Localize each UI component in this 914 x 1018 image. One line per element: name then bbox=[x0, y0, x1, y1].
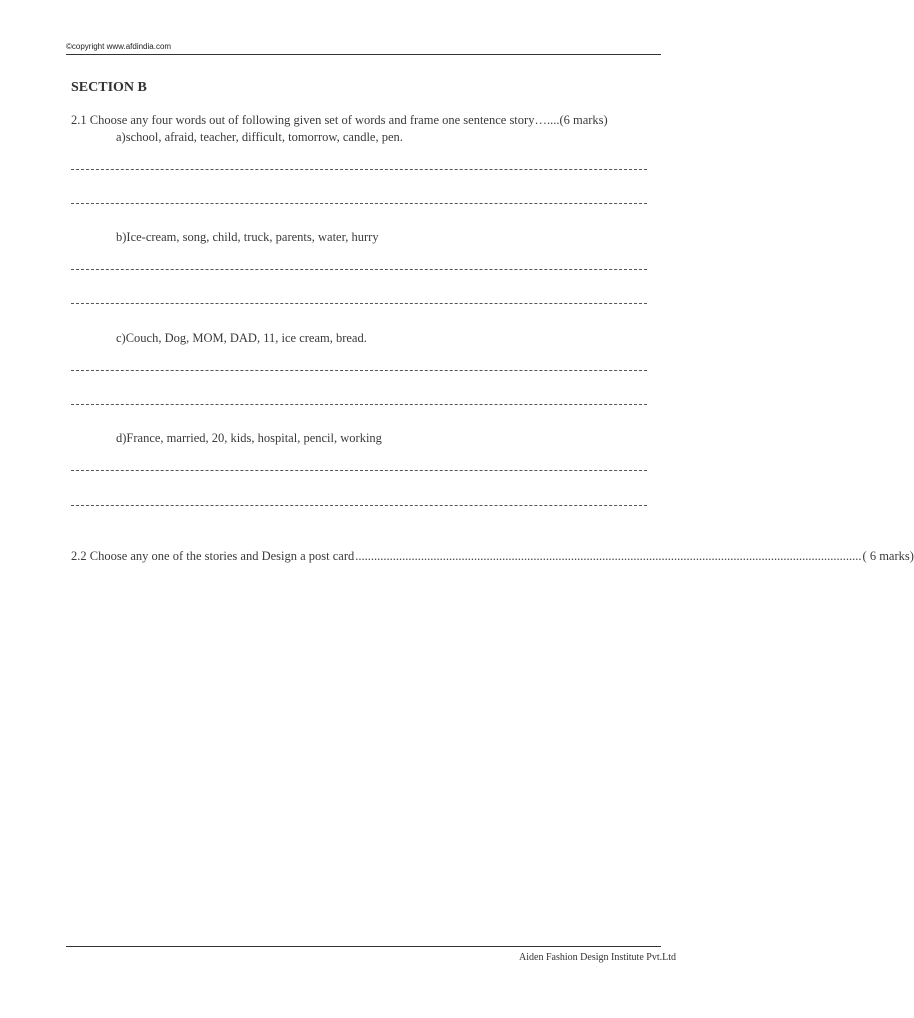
header-divider bbox=[66, 54, 661, 55]
question-2-1-part-b: b)Ice-cream, song, child, truck, parents, water, hurry bbox=[116, 230, 379, 244]
answer-line bbox=[71, 303, 647, 304]
dot-leader: .................................................................................................................................................................. bbox=[355, 549, 862, 563]
answer-line bbox=[71, 505, 647, 506]
footer-divider bbox=[66, 946, 661, 947]
question-2-1-part-c: c)Couch, Dog, MOM, DAD, 11, ice cream, bread. bbox=[116, 331, 367, 345]
question-2-2-marks: ( 6 marks) bbox=[862, 549, 914, 563]
answer-line bbox=[71, 203, 647, 204]
section-heading: SECTION B bbox=[71, 80, 147, 95]
question-2-1: 2.1 Choose any four words out of following given set of words and frame one sentence story…....(6 marks) bbox=[71, 113, 608, 127]
answer-line bbox=[71, 404, 647, 405]
answer-line bbox=[71, 269, 647, 270]
copyright-text: ©copyright www.afdindia.com bbox=[66, 42, 172, 51]
footer-institute-name: Aiden Fashion Design Institute Pvt.Ltd bbox=[519, 952, 676, 963]
answer-line bbox=[71, 370, 647, 371]
question-2-1-part-a: a)school, afraid, teacher, difficult, tomorrow, candle, pen. bbox=[116, 130, 403, 144]
answer-line bbox=[71, 169, 647, 170]
answer-line bbox=[71, 470, 647, 471]
question-2-1-part-d: d)France, married, 20, kids, hospital, pencil, working bbox=[116, 431, 382, 445]
question-2-2 bbox=[71, 549, 914, 564]
question-2-2-text: 2.2 Choose any one of the stories and Design a post card bbox=[71, 549, 355, 563]
